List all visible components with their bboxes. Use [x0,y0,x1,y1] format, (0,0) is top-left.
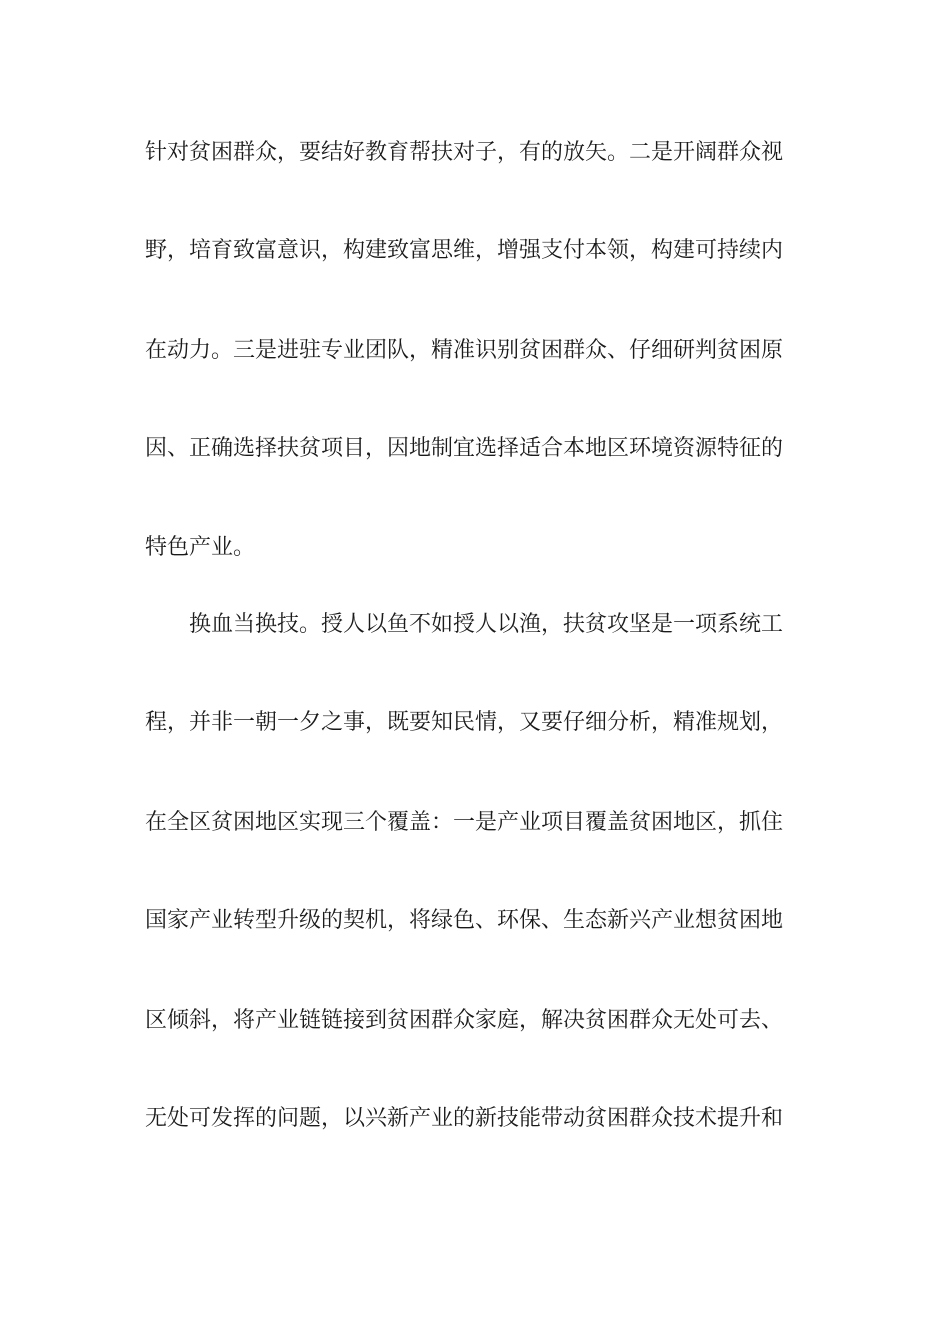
text-line: 在动力。三是进驻专业团队，精准识别贫困群众、仔细研判贫困原 [145,338,784,363]
text-line: 换血当换技。授人以鱼不如授人以渔，扶贫攻坚是一项系统工 [189,612,784,637]
text-line: 无处可发挥的问题，以兴新产业的新技能带动贫困群众技术提升和 [145,1106,784,1131]
text-line: 程，并非一朝一夕之事，既要知民情，又要仔细分析，精准规划， [145,710,784,735]
text-line: 区倾斜，将产业链链接到贫困群众家庭，解决贫困群众无处可去、 [145,1008,784,1033]
text-line: 野，培育致富意识，构建致富思维，增强支付本领，构建可持续内 [145,238,784,263]
text-line: 特色产业。 [145,535,256,560]
text-line: 国家产业转型升级的契机，将绿色、环保、生态新兴产业想贫困地 [145,908,784,933]
text-line: 在全区贫困地区实现三个覆盖：一是产业项目覆盖贫困地区，抓住 [145,810,784,835]
text-line: 因、正确选择扶贫项目，因地制宜选择适合本地区环境资源特征的 [145,436,784,461]
text-line: 针对贫困群众，要结好教育帮扶对子，有的放矢。二是开阔群众视 [145,140,784,165]
